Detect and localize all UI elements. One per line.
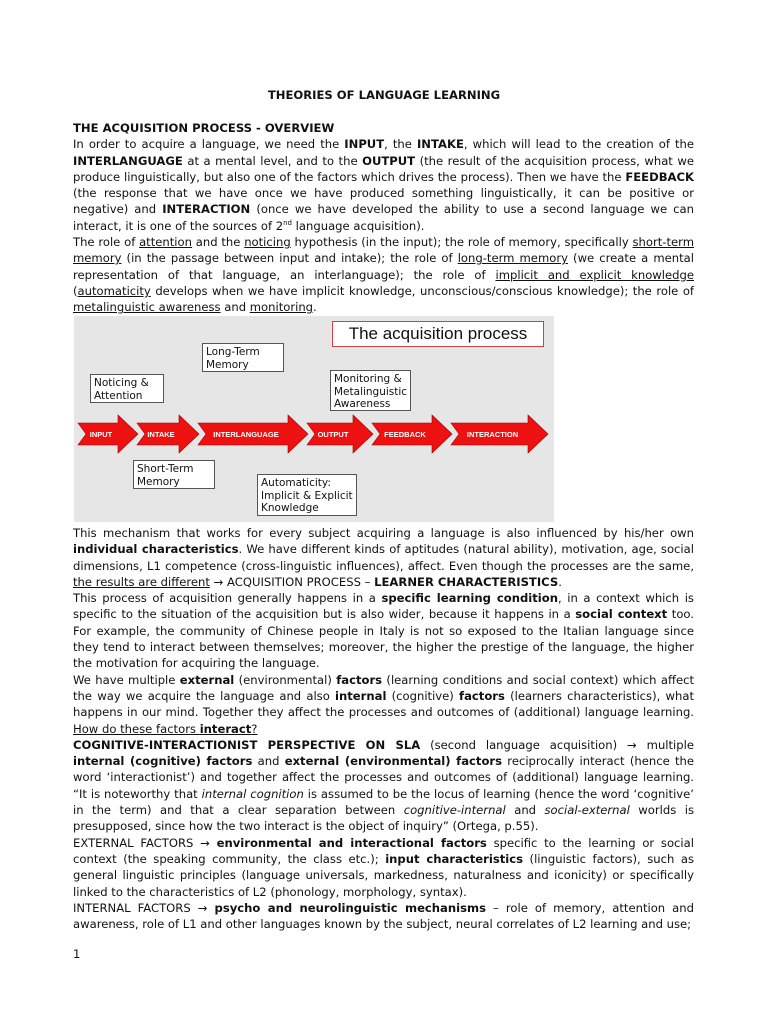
short-term-memory-box: Short-Term Memory <box>133 460 215 489</box>
arrow-label-intake: INTAKE <box>147 430 175 439</box>
page-number: 1 <box>73 947 81 961</box>
paragraph-factors: We have multiple external (environmental) factors (learning conditions and social context) which affect the way we acquire the language and also internal (cognitive) factors (learners characteristics), what happens in our mind. Together they affect the processes and outcomes of (additional) language learning. How do these factors interact? <box>73 672 694 736</box>
paragraph-roles: The role of attention and the noticing hypothesis (in the input); the role of memory, specifically short-term memory (in the passage between input and intake); the role of long-term memory (we create a mental representation of that language, an interlanguage); the role of implicit and explicit knowledge (automaticity develops when we have implicit knowledge, unconscious/conscious knowledge); the role of metalinguistic awareness and monitoring. <box>73 235 695 315</box>
acquisition-process-diagram <box>74 316 554 522</box>
monitoring-awareness-box: Monitoring & Metalinguistic Awareness <box>330 370 411 411</box>
section-heading: THE ACQUISITION PROCESS - OVERVIEW <box>73 121 335 135</box>
long-term-memory-box: Long-Term Memory <box>202 343 284 372</box>
overview-section <box>73 120 694 316</box>
paragraph-overview: In order to acquire a language, we need the INPUT, the INTAKE, which will lead to the creation of the INTERLANGUAGE at a mental level, and to the OUTPUT (the result of the acquisition process, what we produce linguistically, but also one of the factors which drives the process). Then we have the FEEDBACK (the response that we have once we have produced something linguistically, it can be positive or negative) and INTERACTION (once we have developed the ability to use a second language we can interact, it is one of the sources of 2nd language acquisition). <box>73 137 694 233</box>
arrow-label-output: OUTPUT <box>317 430 349 439</box>
arrow-label-input: INPUT <box>89 430 113 439</box>
process-arrows <box>74 411 554 457</box>
document-title: THEORIES OF LANGUAGE LEARNING <box>267 88 501 102</box>
paragraph-external: EXTERNAL FACTORS → environmental and interactional factors specific to the learning or social context (the speaking community, the class etc.); input characteristics (linguistic factors), such as general linguistic principles (language universals, markedness, naturalness and iconicity) or specifically linked to the characteristics of L2 (phonology, morphology, syntax). <box>73 835 694 899</box>
body-section <box>73 525 694 932</box>
automaticity-box: Automaticity: Implicit & Explicit Knowledge <box>257 474 357 516</box>
arrow-label-feedback: FEEDBACK <box>384 430 426 439</box>
arrow-label-interaction: INTERACTION <box>466 430 519 439</box>
paragraph-individual: This mechanism that works for every subject acquiring a language is also influenced by his/her own individual characteristics. We have different kinds of aptitudes (natural ability), motivation, age, social dimensions, L1 competence (cross-linguistic influences), affect. Even though the processes are the same, the results are different → ACQUISITION PROCESS – LEARNER CHARACTERISTICS. <box>73 526 694 589</box>
noticing-attention-box: Noticing & Attention <box>90 374 164 403</box>
paragraph-internal: INTERNAL FACTORS → psycho and neurolinguistic mechanisms – role of memory, attention and awareness, role of L1 and other languages known by the subject, neural correlates of L2 learning and use; <box>73 900 694 932</box>
arrow-label-interlanguage: INTERLANGUAGE <box>213 430 279 439</box>
diagram-title: The acquisition process <box>332 321 544 347</box>
paragraph-context: This process of acquisition generally happens in a specific learning condition, in a context which is specific to the situation of the acquisition but is also wider, because it happens in a social context too. For example, the community of Chinese people in Italy is not so exposed to the Italian language since they tend to interact between themselves; moreover, the higher the prestige of the language, the higher the motivation for acquiring the language. <box>73 591 694 671</box>
paragraph-cognitive: COGNITIVE-INTERACTIONIST PERSPECTIVE ON SLA (second language acquisition) → multiple internal (cognitive) factors and external (environmental) factors reciprocally interact (hence the word ‘interactionist’) and together affect the processes and outcomes of (additional) language learning. “It is noteworthy that internal cognition is assumed to be the locus of learning (hence the word ‘cognitive’ in the term) and that a clear separation between cognitive-internal and social-external worlds is presupposed, since how the two interact is the object of inquiry” (Ortega, p.55). <box>73 737 694 834</box>
